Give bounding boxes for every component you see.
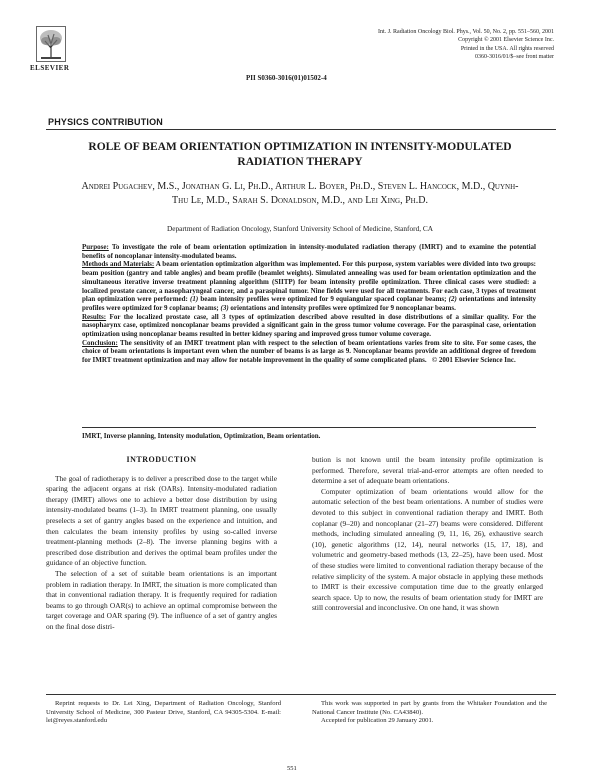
abstract-purpose — [82, 243, 536, 260]
footnote-left — [46, 700, 281, 726]
affiliation: Department of Radiation Oncology, Stanford University School of Medicine, Stanford, CA — [166, 224, 433, 233]
methods-enum: (1) — [190, 295, 199, 304]
body-paragraph: bution is not known until the beam intensity profile optimization is performed. Therefore, several trial-and-error attempts are often needed to determine a set of adequate beam orientations. — [312, 455, 543, 486]
footnote-rule — [46, 694, 556, 695]
page-number: 551 — [287, 765, 297, 772]
body-paragraph: The goal of radiotherapy is to deliver a prescribed dose to the target while sparing the adjacent organs at risk (OARs). Intensity-modulated radiation therapy (IMRT) allows one to achieve a better dose distribution by using intensity-modulated beams (1–3). In IMRT treatment planning, one usually preselects a set of gantry angles based on the experience and intuition, and then calculates the beam intensity profiles by using so-called inverse treatment-planning methods (2–8). The inverse planning begins with a prescribed dose distribution and derives the optimal beam profiles under the guidance of an objective function. — [46, 473, 277, 568]
section-label: PHYSICS CONTRIBUTION — [48, 117, 164, 127]
purpose-text: To investigate the role of beam orientation optimization in intensity-modulated radiation therapy (IMRT) and to examine the potential benefits of noncoplanar intensity-modulated beams. — [82, 243, 536, 260]
methods-text: beam intensity profiles were optimized for 9 equiangular spaced coplanar beams; — [198, 295, 449, 304]
support-footnote: This work was supported in part by grants from the Whitaker Foundation and the National Cancer Institute (No. CA43840). — [312, 700, 547, 716]
methods-text: orientations and intensity profiles were optimized for 9 coplanar beams; — [82, 295, 536, 312]
keywords: IMRT, Inverse planning, Intensity modulation, Optimization, Beam orientation. — [82, 432, 321, 440]
purpose-label: Purpose: — [82, 243, 109, 251]
footnote-right — [312, 700, 547, 726]
journal-citation — [294, 28, 554, 62]
methods-enum: (2) — [448, 295, 457, 304]
pii: PII S0360-3016(01)01502-4 — [246, 74, 327, 82]
conclusion-text: The sensitivity of an IMRT treatment plan with respect to the selection of beam orientations varies from site to site. For some cases, the choice of beam orientations is important even when the number of beams is as large as 9. Noncoplanar beams provide an additional degree of freedom for IMRT treatment optimization and may allow for notable improvement in the quality of some complicated plans. — [82, 338, 536, 365]
accepted-footnote: Accepted for publication 29 January 2001. — [321, 717, 434, 725]
abstract-results — [82, 313, 536, 339]
journal-line: Int. J. Radiation Oncology Biol. Phys., Vol. 50, No. 2, pp. 551–560, 2001 — [378, 29, 554, 35]
journal-line: Copyright © 2001 Elsevier Science Inc. — [458, 37, 554, 44]
methods-text: A beam orientation optimization algorithm was implemented. For this purpose, system variables were divided into two groups: beam position (gantry and table angles) and beam profile (beamlet weights). Simulated annealing was used for beam orientation optimization and the simultaneous iterative inverse treatment planning algorithm (SIITP) for beam intensity profile optimization. Three clinical cases were studied: a localized prostate cancer, a nasopharyngeal cancer, and a paraspinal tumor. Nine fields were used for all treatments. For each case, 3 types of treatment plan optimization were performed: — [82, 260, 536, 304]
journal-line: 0360-3016/01/$–see front matter — [475, 54, 554, 61]
body-column-right — [312, 455, 543, 614]
abstract-conclusion — [82, 339, 536, 365]
methods-enum: (3) — [220, 303, 229, 312]
abstract-rule — [82, 427, 536, 428]
methods-text: orientations and intensity profiles were optimized for 9 noncoplanar beams. — [228, 303, 456, 312]
publisher-logo-label: ELSEVIER — [30, 64, 70, 72]
article-title: ROLE OF BEAM ORIENTATION OPTIMIZATION IN INTENSITY-MODULATED RADIATION THERAPY — [88, 141, 512, 168]
results-text: For the localized prostate case, all 3 types of optimization described above resulted in dose distributions of a similar quality. For the nasopharynx case, optimized noncoplanar beams provided a significant gain in the gross tumor volume coverage. For the paraspinal case, orientation optimization using noncoplanar beams resulted in better kidney sparing and improved gross tumor volume coverage. — [82, 312, 537, 339]
abstract-copyright: © 2001 Elsevier Science Inc. — [431, 356, 516, 365]
body-paragraph: Computer optimization of beam orientations would allow for the automatic selection of the best beam orientations. A number of studies were devoted to this subject in conventional radiation therapy and IMRT. Both coplanar (9–20) and noncoplanar (21–27) beams were considered. Different methods, including simulated annealing (9, 11, 16, 26), exhaustive search (10), genetic algorithms (12, 14), neural networks (15, 17, 18), and volumetric and geometry-based methods (13, 22–25), have been used. Most of these studies were limited to conventional radiation therapy because of the relative simplicity of the system. A major obstacle in applying these methods to IMRT is their excessive computation time due to the greatly enlarged search space. Up to now, the results of beam orientation study for IMRT are still controversial and inconclusive. On one hand, it was shown — [312, 486, 543, 613]
body-paragraph: The selection of a set of suitable beam orientations is an important problem in radiation therapy. In IMRT, the situation is more complicated than that in conventional radiation therapy. It is frequently required for radiation beams to go through OAR(s) to achieve an optimal compromise between the target coverage and OAR sparing (9). The influence of a set of gantry angles on the final dose distri- — [46, 568, 277, 631]
section-rule — [46, 129, 556, 130]
results-label: Results: — [82, 312, 107, 321]
intro-heading: INTRODUCTION — [126, 455, 197, 464]
abstract-methods — [82, 260, 536, 312]
methods-label: Methods and Materials: — [82, 260, 155, 269]
journal-line: Printed in the USA. All rights reserved — [460, 45, 554, 52]
abstract — [82, 243, 536, 365]
publisher-tree-logo — [36, 26, 66, 62]
body-column-left — [46, 455, 277, 633]
author-list: Andrei Pugachev, M.S., Jonathan G. Li, Ph.D., Arthur L. Boyer, Ph.D., Steven L. Hancock, M.D., Quynh-Thu Le, M.D., Sarah S. Donaldson, M.D., and Lei Xing, Ph.D. — [81, 181, 519, 206]
reprint-footnote: Reprint requests to Dr. Lei Xing, Department of Radiation Oncology, Stanford University School of Medicine, 300 Pasteur Drive, Stanford, CA 94305-5304. E-mail: lei@reyes.stanford.edu — [46, 700, 281, 725]
conclusion-label: Conclusion: — [82, 338, 118, 347]
